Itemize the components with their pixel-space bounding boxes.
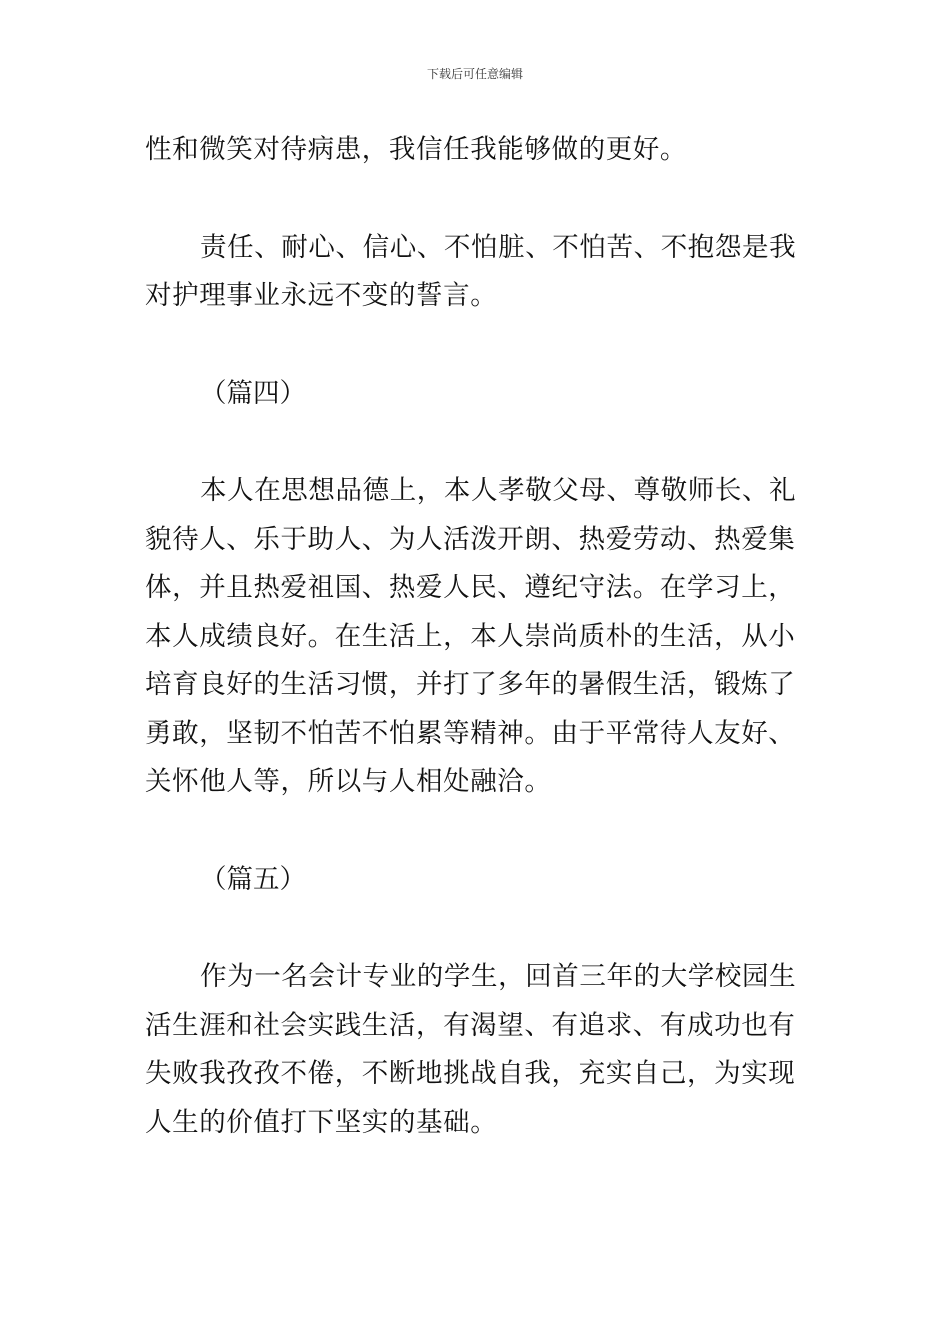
paragraph-gap [145, 418, 810, 467]
section-title-4: （篇四） [200, 377, 306, 409]
paragraph-responsibility: 责任、耐心、信心、不怕脏、不怕苦、不抱怨是我对护理事业永远不变的誓言。 [145, 231, 797, 311]
page-header: 下载后可任意编辑 [426, 67, 523, 81]
document-body [145, 126, 810, 1147]
section-title-5: （篇五） [200, 863, 306, 895]
paragraph-gap [145, 904, 810, 953]
paragraph-gap [145, 321, 810, 370]
paragraph-accounting-student: 作为一名会计专业的学生，回首三年的大学校园生活生涯和社会实践生活，有渴望、有追求、有成功也有失败我孜孜不倦，不断地挑战自我，充实自己，为实现人生的价值打下坚实的基础。 [145, 961, 797, 1138]
paragraph-gap [145, 175, 810, 224]
paragraph-self-evaluation: 本人在思想品德上，本人孝敬父母、尊敬师长、礼貌待人、乐于助人、为人活泼开朗、热爱劳动、热爱集体，并且热爱祖国、热爱人民、遵纪守法。在学习上，本人成绩良好。在生活上，本人崇尚质朴的生活，从小培育良好的生活习惯，并打了多年的暑假生活，锻炼了勇敢，坚韧不怕苦不怕累等精神。由于平常待人友好、关怀他人等，所以与人相处融洽。 [145, 475, 797, 797]
paragraph-continuation: 性和微笑对待病患，我信任我能够做的更好。 [145, 134, 687, 165]
paragraph-gap [145, 807, 810, 856]
